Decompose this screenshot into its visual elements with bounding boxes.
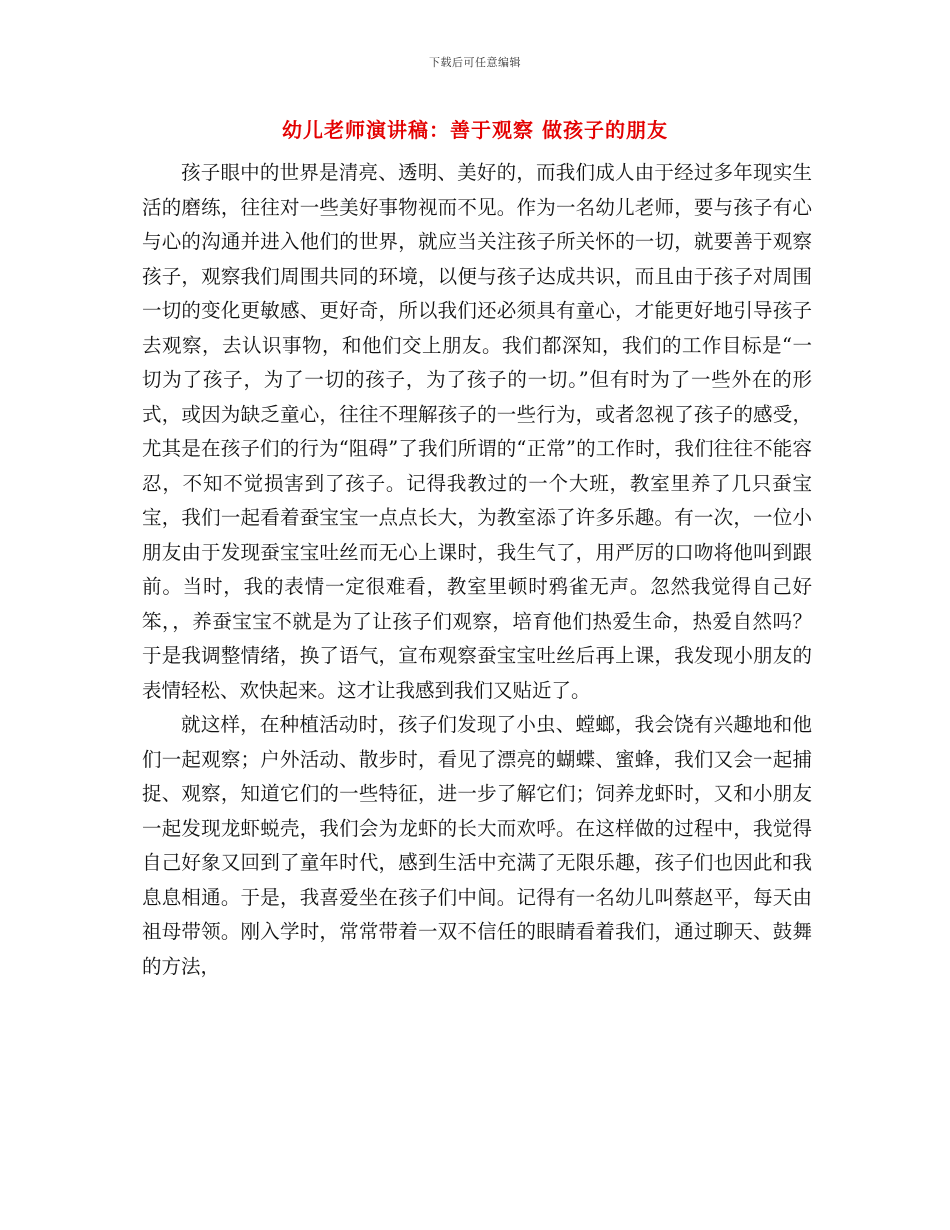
paragraph-1: 孩子眼中的世界是清亮、透明、美好的，而我们成人由于经过多年现实生活的磨练，往往对一些美好事物视而不见。作为一名幼儿老师，要与孩子有心与心的沟通并进入他们的世界，就应当关注孩子所关怀的一切，就要善于观察孩子，观察我们周围共同的环境，以便与孩子达成共识，而且由于孩子对周围一切的变化更敏感、更好奇，所以我们还必须具有童心，才能更好地引导孩子去观察，去认识事物，和他们交上朋友。我们都深知，我们的工作目标是“一切为了孩子，为了一切的孩子，为了孩子的一切。”但有时为了一些外在的形式，或因为缺乏童心，往往不理解孩子的一些行为，或者忽视了孩子的感受，尤其是在孩子们的行为“阻碍”了我们所谓的“正常”的工作时，我们往往不能容忍，不知不觉损害到了孩子。记得我教过的一个大班，教室里养了几只蚕宝宝，我们一起看着蚕宝宝一点点长大，为教室添了许多乐趣。有一次，一位小朋友由于发现蚕宝宝吐丝而无心上课时，我生气了，用严厉的口吻将他叫到跟前。当时，我的表情一定很难看，教室里顿时鸦雀无声。忽然我觉得自己好笨，，养蚕宝宝不就是为了让孩子们观察，培育他们热爱生命，热爱自然吗？于是我调整情绪，换了语气，宣布观察蚕宝宝吐丝后再上课，我发现小朋友的表情轻松、欢快起来。这才让我感到我们又贴近了。 — [142, 161, 812, 702]
document-body — [142, 156, 812, 984]
header-note: 下载后可任意编辑 — [429, 56, 521, 69]
paragraph-2: 就这样，在种植活动时，孩子们发现了小虫、螳螂，我会饶有兴趣地和他们一起观察；户外活动、散步时，看见了漂亮的蝴蝶、蜜蜂，我们又会一起捕捉、观察，知道它们的一些特征，进一步了解它们；饲养龙虾时，又和小朋友一起发现龙虾蜕壳，我们会为龙虾的长大而欢呼。在这样做的过程中，我觉得自己好象又回到了童年时代，感到生活中充满了无限乐趣，孩子们也因此和我息息相通。于是，我喜爱坐在孩子们中间。记得有一名幼儿叫蔡赵平，每天由祖母带领。刚入学时，常常带着一双不信任的眼睛看着我们，通过聊天、鼓舞的方法， — [142, 713, 812, 978]
document-title: 幼儿老师演讲稿：善于观察 做孩子的朋友 — [282, 118, 668, 142]
